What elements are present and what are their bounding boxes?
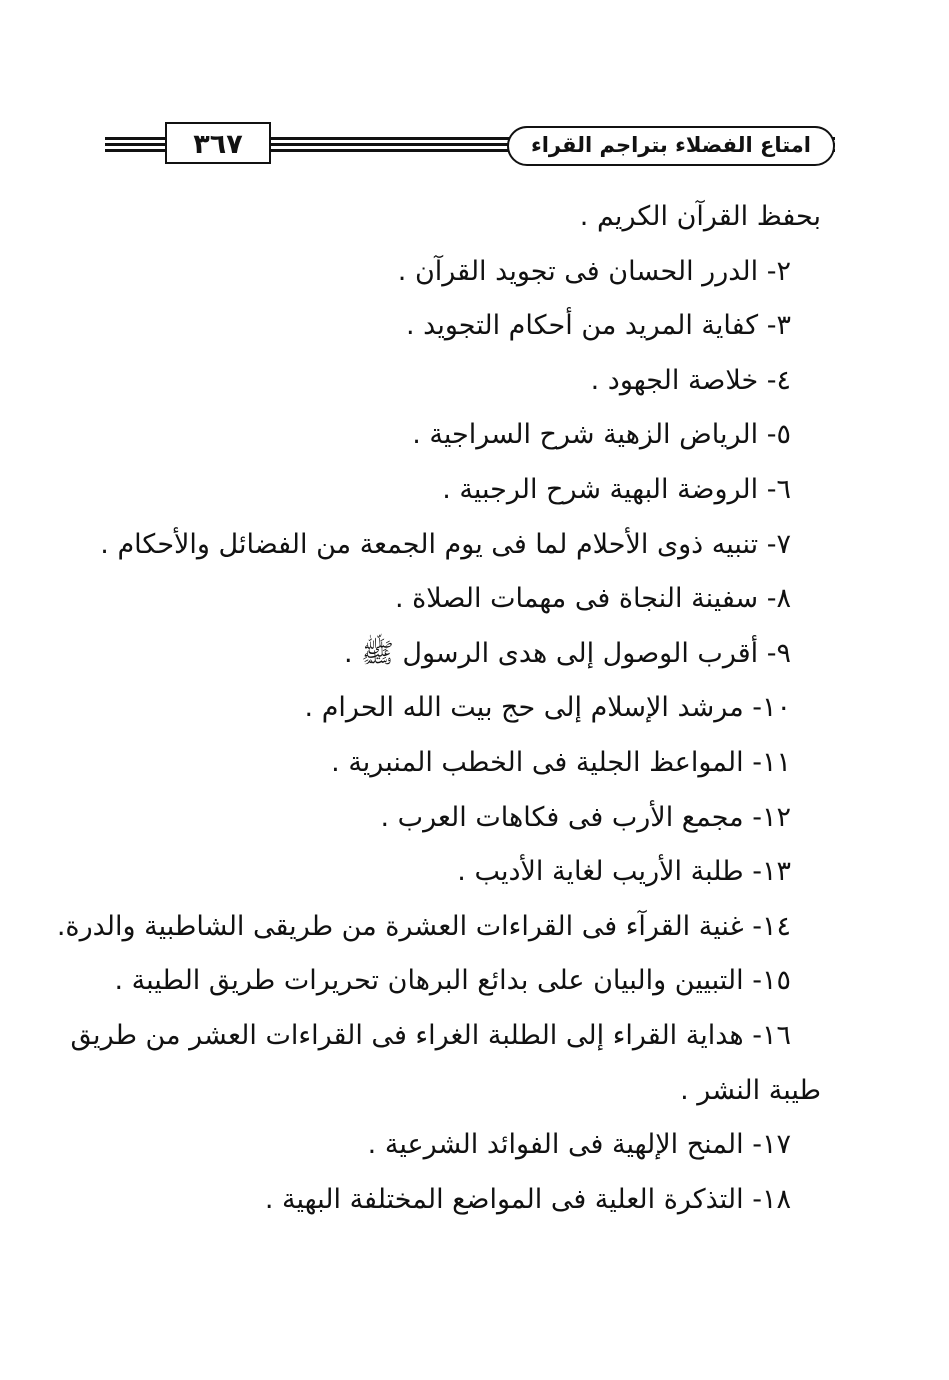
page-body xyxy=(56,190,821,1227)
list-item: ١٣- طلبة الأريب لغاية الأديب . xyxy=(457,856,791,888)
list-item: ١٨- التذكرة العلية فى المواضع المختلفة البهية . xyxy=(264,1183,791,1215)
list-item: ٥- الرياض الزهية شرح السراجية . xyxy=(412,419,791,451)
list-item: ١١- المواعظ الجلية فى الخطب المنبرية . xyxy=(331,746,791,778)
text-line: بحفظ القرآن الكريم . xyxy=(579,201,821,232)
book-title: امتاع الفضلاء بتراجم القراء xyxy=(507,126,835,166)
list-item: ٣- كفاية المريد من أحكام التجويد . xyxy=(406,310,791,342)
list-item: ١٦- هداية القراء إلى الطلبة الغراء فى القراءات العشر من طريق xyxy=(70,1019,791,1051)
list-item: ١٥- التبيين والبيان على بدائع البرهان تحريرات طريق الطيبة . xyxy=(114,965,791,997)
list-item: ١٧- المنح الإلهية فى الفوائد الشرعية . xyxy=(367,1129,791,1161)
text-line-continuation: طيبة النشر . xyxy=(680,1074,821,1106)
page-header xyxy=(105,122,835,174)
list-item: ١٢- مجمع الأرب فى فكاهات العرب . xyxy=(380,801,791,833)
list-item: ٢- الدرر الحسان فى تجويد القرآن . xyxy=(397,255,791,287)
list-item: ٦- الروضة البهية شرح الرجبية . xyxy=(442,473,791,505)
list-item: ٨- سفينة النجاة فى مهمات الصلاة . xyxy=(394,583,791,615)
list-item: ٧- تنبيه ذوى الأحلام لما فى يوم الجمعة من الفضائل والأحكام . xyxy=(100,528,791,560)
list-item: ٤- خلاصة الجهود . xyxy=(590,364,791,396)
list-item: ٩- أقرب الوصول إلى هدى الرسول ﷺ . xyxy=(343,637,791,669)
list-item: ١٤- غنية القرآء فى القراءات العشرة من طريقى الشاطبية والدرة. xyxy=(56,910,791,942)
page-number: ٣٦٧ xyxy=(165,122,271,164)
list-item: ١٠- مرشد الإسلام إلى حج بيت الله الحرام . xyxy=(304,692,791,724)
